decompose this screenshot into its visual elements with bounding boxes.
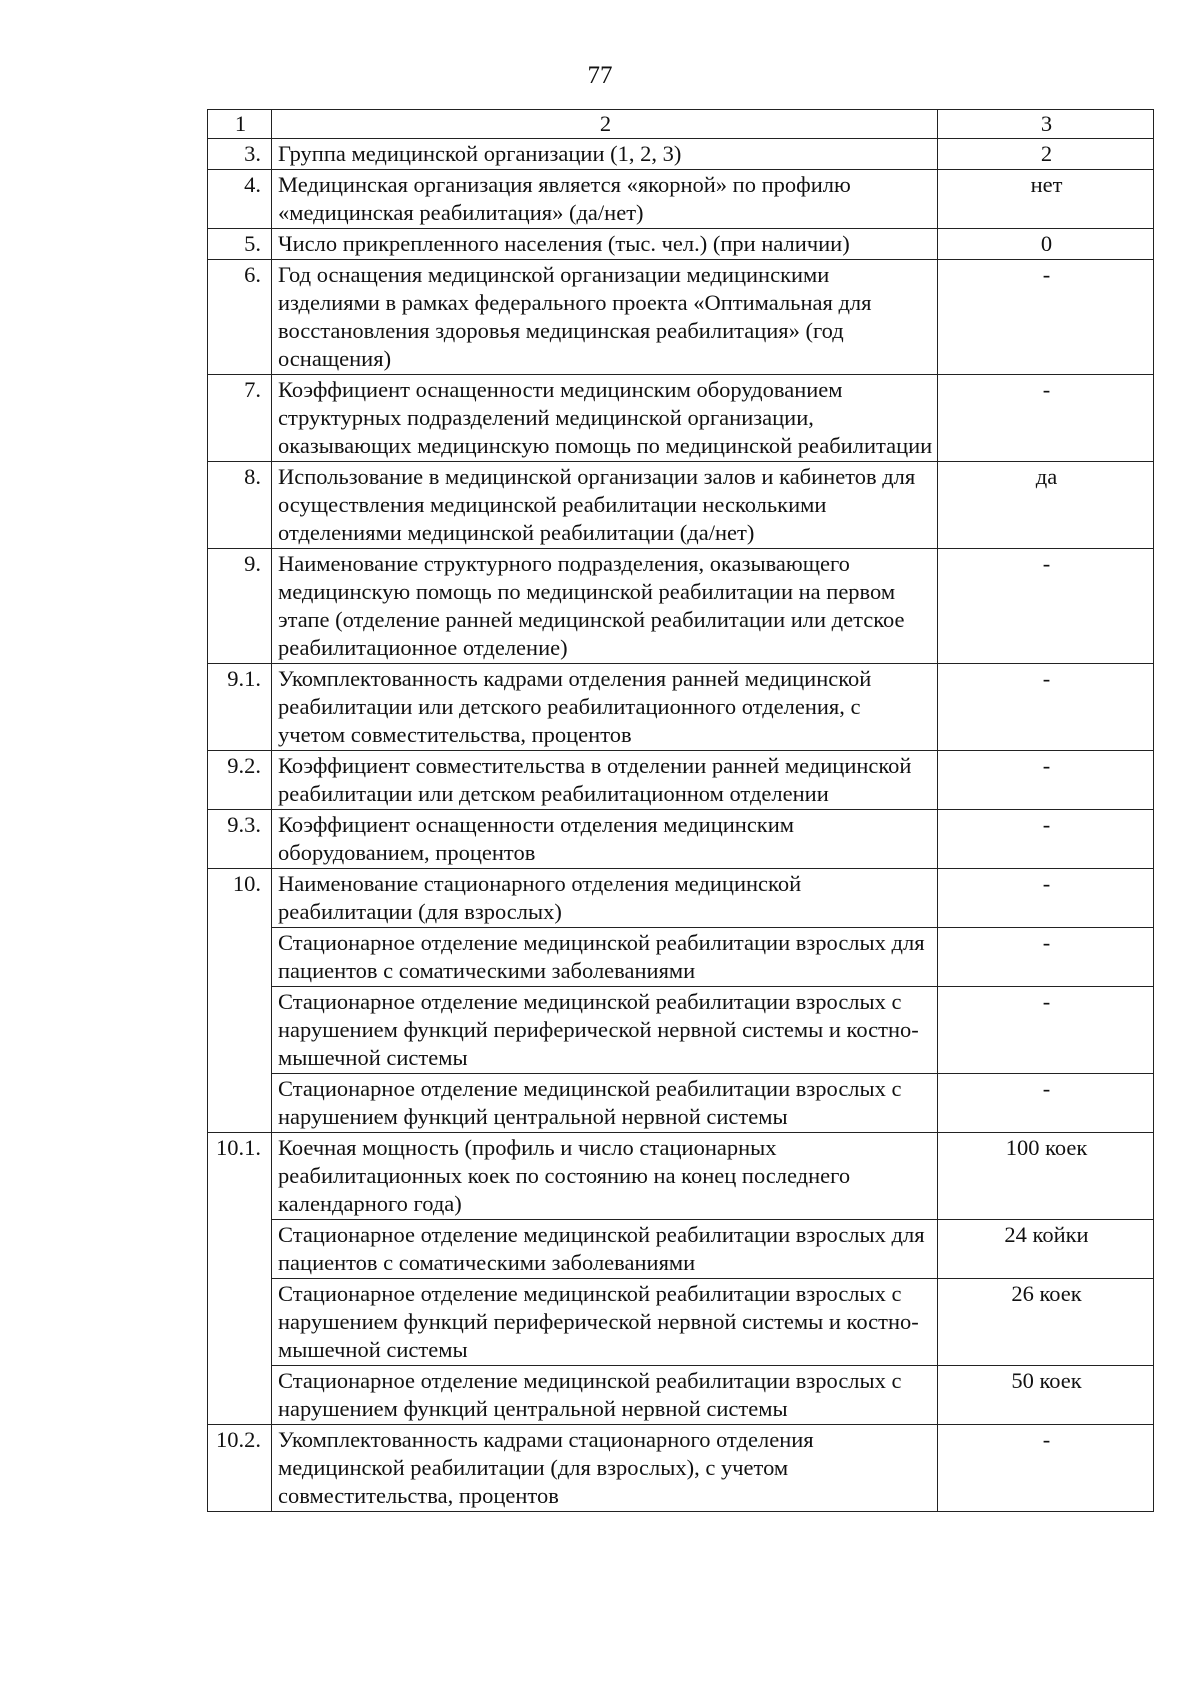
row-text: Укомплектованность кадрами стационарного отделения медицинской реабилитации (для взрослых), с учетом совместительства, процентов <box>272 1425 938 1512</box>
table-row <box>208 139 1154 170</box>
row-value: да <box>938 462 1154 549</box>
row-value: 2 <box>938 139 1154 170</box>
row-text: Медицинская организация является «якорной» по профилю «медицинская реабилитация» (да/нет) <box>272 170 938 229</box>
table-row <box>208 1366 1154 1425</box>
row-text: Год оснащения медицинской организации медицинскими изделиями в рамках федерального проекта «Оптимальная для восстановления здоровья медицинская реабилитация» (год оснащения) <box>272 260 938 375</box>
row-text: Стационарное отделение медицинской реабилитации взрослых с нарушением функций центральной нервной системы <box>272 1074 938 1133</box>
row-value: - <box>938 751 1154 810</box>
data-table <box>207 109 1154 1512</box>
row-value: - <box>938 260 1154 375</box>
row-number: 9.3. <box>208 810 272 869</box>
table-row <box>208 751 1154 810</box>
page-number: 77 <box>587 62 613 89</box>
row-value: - <box>938 549 1154 664</box>
table-row <box>208 1133 1154 1220</box>
row-value: 0 <box>938 229 1154 260</box>
table-row <box>208 462 1154 549</box>
row-value: нет <box>938 170 1154 229</box>
row-text: Коэффициент оснащенности медицинским оборудованием структурных подразделений медицинской организации, оказывающих медицинскую помощь по медицинской реабилитации <box>272 375 938 462</box>
table-row <box>208 375 1154 462</box>
table-row <box>208 987 1154 1074</box>
row-number: 4. <box>208 170 272 229</box>
table-row <box>208 1425 1154 1512</box>
row-text: Наименование стационарного отделения медицинской реабилитации (для взрослых) <box>272 869 938 928</box>
row-text: Группа медицинской организации (1, 2, 3) <box>272 139 938 170</box>
row-value: - <box>938 375 1154 462</box>
header-col-2: 2 <box>272 110 938 139</box>
table-row <box>208 260 1154 375</box>
row-text: Коечная мощность (профиль и число стационарных реабилитационных коек по состоянию на конец последнего календарного года) <box>272 1133 938 1220</box>
row-number: 6. <box>208 260 272 375</box>
table-row <box>208 170 1154 229</box>
table-row <box>208 810 1154 869</box>
table-row <box>208 928 1154 987</box>
row-text: Стационарное отделение медицинской реабилитации взрослых с нарушением функций периферической нервной системы и костно-мышечной системы <box>272 1279 938 1366</box>
row-value: - <box>938 1425 1154 1512</box>
row-text: Стационарное отделение медицинской реабилитации взрослых с нарушением функций центральной нервной системы <box>272 1366 938 1425</box>
row-value: - <box>938 810 1154 869</box>
row-value: - <box>938 869 1154 928</box>
table-row <box>208 549 1154 664</box>
table-row <box>208 869 1154 928</box>
row-number: 7. <box>208 375 272 462</box>
row-text: Число прикрепленного населения (тыс. чел.) (при наличии) <box>272 229 938 260</box>
row-text: Коэффициент оснащенности отделения медицинским оборудованием, процентов <box>272 810 938 869</box>
row-number: 10.2. <box>208 1425 272 1512</box>
row-value: - <box>938 928 1154 987</box>
row-text: Стационарное отделение медицинской реабилитации взрослых для пациентов с соматическими заболеваниями <box>272 928 938 987</box>
header-col-3: 3 <box>938 110 1154 139</box>
header-col-1: 1 <box>208 110 272 139</box>
row-text: Стационарное отделение медицинской реабилитации взрослых для пациентов с соматическими заболеваниями <box>272 1220 938 1279</box>
row-text: Использование в медицинской организации залов и кабинетов для осуществления медицинской реабилитации несколькими отделениями медицинской реабилитации (да/нет) <box>272 462 938 549</box>
row-text: Укомплектованность кадрами отделения ранней медицинской реабилитации или детского реабилитационного отделения, с учетом совместительства, процентов <box>272 664 938 751</box>
row-number: 10. <box>208 869 272 1133</box>
row-number: 5. <box>208 229 272 260</box>
row-value: - <box>938 664 1154 751</box>
table-header-row <box>208 110 1154 139</box>
table-row <box>208 1074 1154 1133</box>
row-value: 50 коек <box>938 1366 1154 1425</box>
row-value: 24 койки <box>938 1220 1154 1279</box>
row-number: 9.2. <box>208 751 272 810</box>
row-text: Стационарное отделение медицинской реабилитации взрослых с нарушением функций периферической нервной системы и костно-мышечной системы <box>272 987 938 1074</box>
row-number: 8. <box>208 462 272 549</box>
row-number: 3. <box>208 139 272 170</box>
table-row <box>208 664 1154 751</box>
row-number: 9.1. <box>208 664 272 751</box>
row-number: 9. <box>208 549 272 664</box>
row-text: Коэффициент совместительства в отделении ранней медицинской реабилитации или детском реабилитационном отделении <box>272 751 938 810</box>
row-text: Наименование структурного подразделения, оказывающего медицинскую помощь по медицинской реабилитации на первом этапе (отделение ранней медицинской реабилитации или детское реабилитационное отделение) <box>272 549 938 664</box>
table-row <box>208 229 1154 260</box>
row-value: - <box>938 987 1154 1074</box>
table-row <box>208 1279 1154 1366</box>
table-row <box>208 1220 1154 1279</box>
row-value: 26 коек <box>938 1279 1154 1366</box>
row-value: 100 коек <box>938 1133 1154 1220</box>
row-number: 10.1. <box>208 1133 272 1425</box>
row-value: - <box>938 1074 1154 1133</box>
